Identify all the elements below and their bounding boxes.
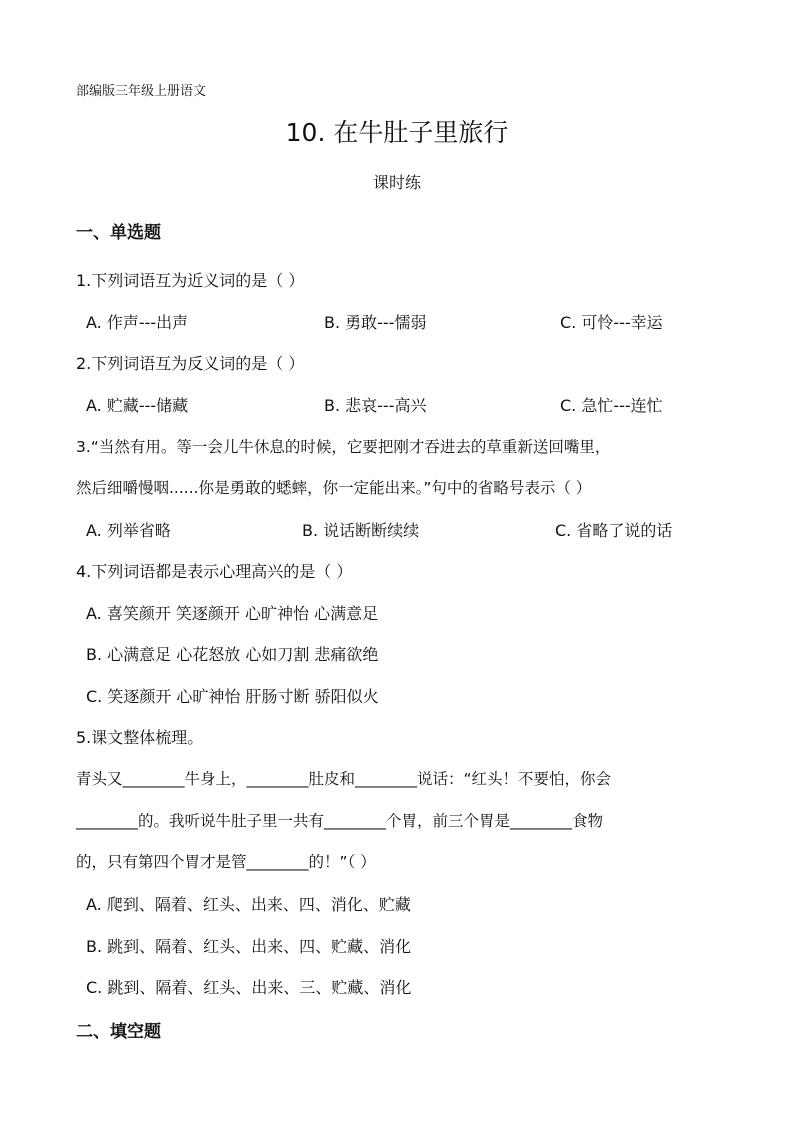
page-subtitle: 课时练 [372, 173, 421, 192]
question-2-option-a: A. 贮藏---储藏 [86, 396, 189, 415]
question-5-option-c: C. 跳到、隔着、红头、出来、三、贮藏、消化 [86, 978, 412, 997]
question-3-stem-line-2: 然后细嚼慢咽......你是勇敢的蟋蟀，你一定能出来。”句中的省略号表示（ ） [76, 479, 592, 497]
question-5-option-b: B. 跳到、隔着、红头、出来、四、贮藏、消化 [86, 937, 412, 956]
question-5-stem: 5.课文整体梳理。 [76, 728, 204, 747]
question-1-option-c: C. 可怜---幸运 [560, 313, 663, 332]
question-1-option-b: B. 勇敢---懦弱 [324, 313, 427, 332]
question-4-stem: 4.下列词语都是表示心理高兴的是（ ） [76, 562, 353, 581]
question-4-option-b: B. 心满意足 心花怒放 心如刀割 悲痛欲绝 [86, 645, 379, 664]
page-title: 10. 在牛肚子里旅行 [285, 118, 509, 147]
section-heading-single-choice: 一、单选题 [76, 223, 161, 243]
question-4-option-a: A. 喜笑颜开 笑逐颜开 心旷神怡 心满意足 [86, 604, 379, 623]
question-5-option-a: A. 爬到、隔着、红头、出来、四、消化、贮藏 [86, 895, 411, 914]
question-2-option-b: B. 悲哀---高兴 [324, 396, 427, 415]
question-3-stem-line-1: 3.“当然有用。等一会儿牛休息的时候，它要把刚才吞进去的草重新送回嘴里， [76, 438, 611, 456]
question-5-passage-line-2: ________的。我听说牛肚子里一共有________个胃，前三个胃是________食物 [76, 812, 604, 830]
question-3-option-b: B. 说话断断续续 [302, 521, 420, 540]
question-5-passage-line-1: 青头又________牛身上，________肚皮和________说话：“红头！不要怕，你会 [76, 770, 612, 788]
question-2-option-c: C. 急忙---连忙 [560, 396, 663, 415]
header-note: 部编版三年级上册语文 [76, 84, 207, 99]
question-2-stem: 2.下列词语互为反义词的是（ ） [76, 354, 305, 373]
question-1-stem: 1.下列词语互为近义词的是（ ） [76, 271, 305, 290]
question-3-option-a: A. 列举省略 [86, 521, 171, 540]
question-3-option-c: C. 省略了说的话 [555, 521, 673, 540]
question-1-option-a: A. 作声---出声 [86, 313, 189, 332]
section-heading-fill-blank: 二、填空题 [76, 1022, 161, 1042]
question-5-passage-line-3: 的，只有第四个胃才是管________的！”（ ） [76, 853, 376, 871]
question-4-option-c: C. 笑逐颜开 心旷神怡 肝肠寸断 骄阳似火 [86, 687, 379, 706]
